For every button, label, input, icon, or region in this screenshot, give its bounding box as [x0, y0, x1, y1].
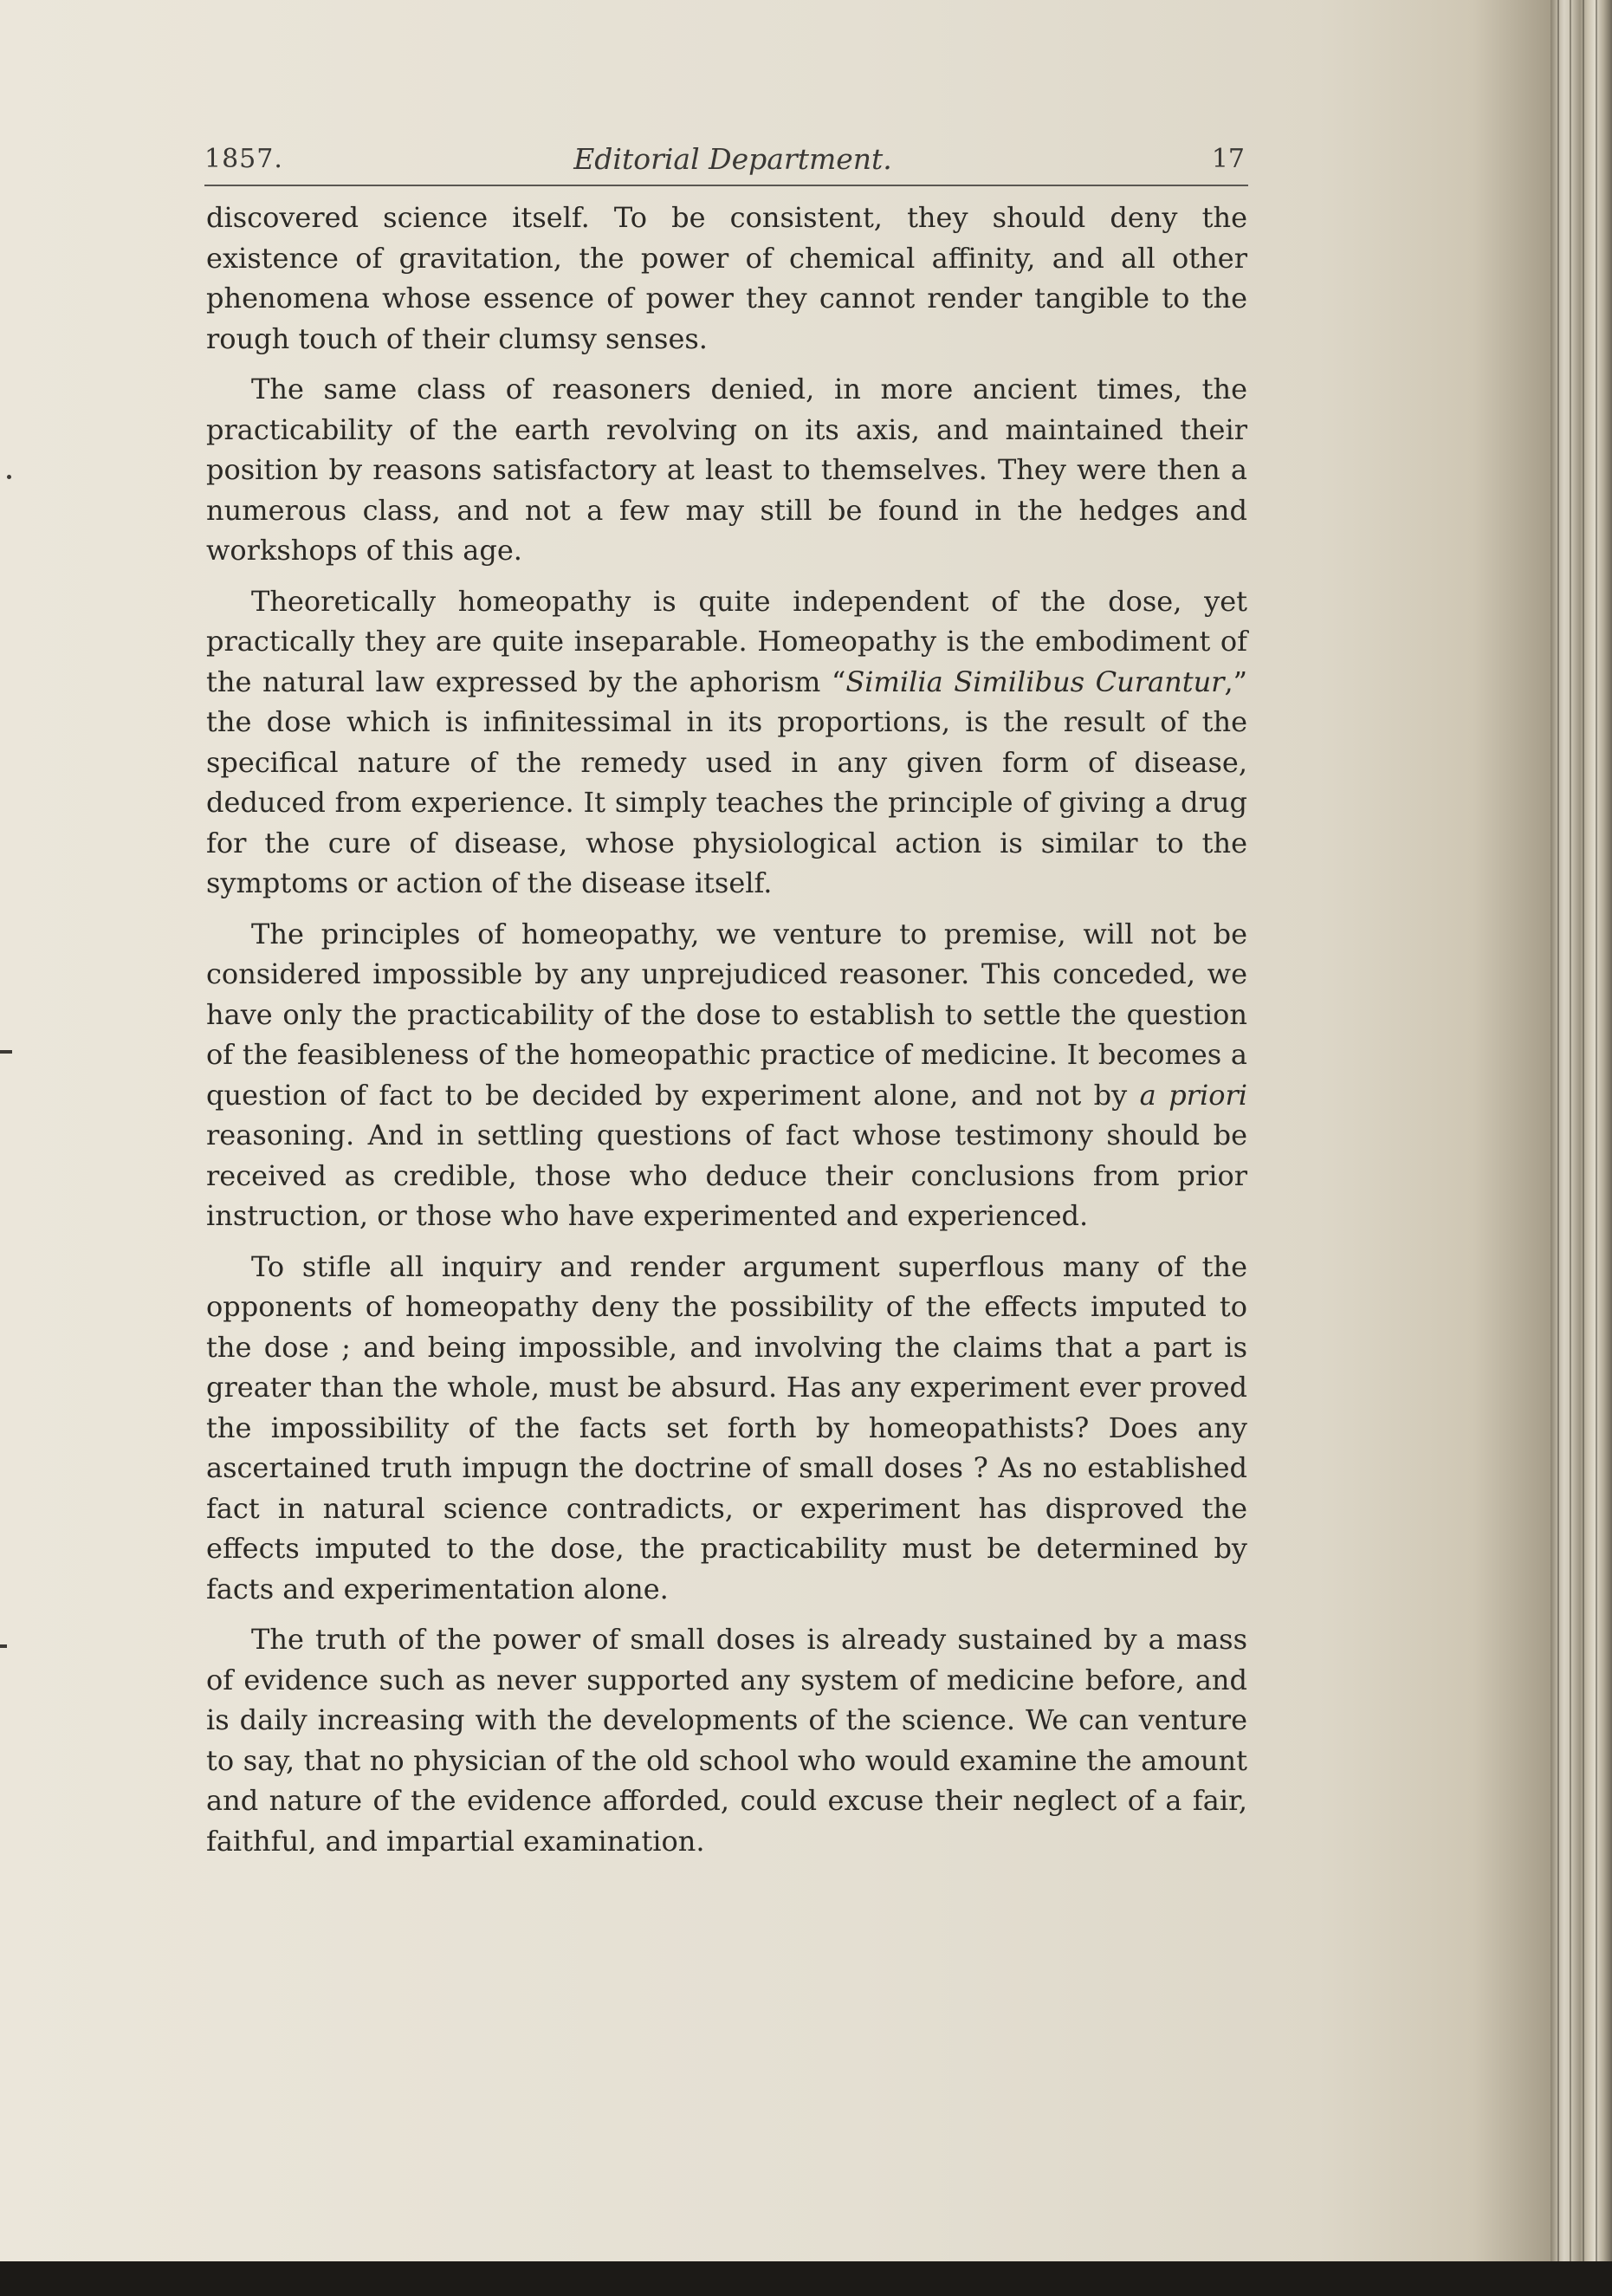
text-run: The principles of homeopathy, we venture to premise, will not be considered impossible by any unprejudiced reasoner. This conceded, we have only the practicability of the dose to establish to settle the question of the feasibleness of the homeopathic practice of medicine. It becomes a question of fact to be decided by experiment alone, and not by [206, 917, 1247, 1112]
paragraph-theoretically [206, 581, 1247, 904]
running-head [204, 139, 1248, 182]
page-edge-line [1557, 0, 1559, 2296]
text-run: reasoning. And in settling questions of fact whose testimony should be received as credible, those who deduce their conclusions from prior instruction, or those who have experimented and experienced. [206, 1119, 1247, 1232]
article-body [206, 198, 1247, 1871]
page-edge-line [1570, 0, 1571, 2296]
paragraph-continuation: discovered science itself. To be consistent, they should deny the existence of gravitation, the power of chemical affinity, and all other phenomena whose essence of power they cannot render tangible to the rough touch of their clumsy senses. [206, 201, 1247, 355]
paragraph-stifle-inquiry: To stifle all inquiry and render argument superflous many of the opponents of homeopathy deny the possibility of the effects imputed to the dose ; and being impossible, and involving the claims that a part is greater than the whole, must be absurd. Has any experiment ever proved the impossibility of the facts set forth by homeopathists? Does any ascertained truth impugn the doctrine of small doses ? As no established fact in natural science contradicts, or experiment has disproved the effects imputed to the dose, the practicability must be determined by facts and experimentation alone. [206, 1249, 1247, 1605]
page-number: 17 [1211, 144, 1245, 174]
paragraph-ancient-times: The same class of reasoners denied, in more ancient times, the practicability of the earth revolving on its axis, and maintained their position by reasons satisfactory at least to themselves. They were then a numerous class, and not a few may still be found in the hedges and workshops of this age. [206, 373, 1247, 567]
margin-dot [7, 475, 11, 479]
running-head-year: 1857. [204, 144, 283, 174]
paragraph-truth-of-power: The truth of the power of small doses is already sustained by a mass of evidence such as never supported any system of medicine before, and is daily increasing with the developments of the science. We can venture to say, that no physician of the old school who would examine the amount and nature of the evidence afforded, could excuse their neglect of a fair, faithful, and impartial examination. [206, 1623, 1247, 1858]
margin-dash [0, 1644, 7, 1648]
page-edge-line [1583, 0, 1584, 2296]
header-rule [204, 185, 1248, 186]
page-edge-stack [1550, 0, 1612, 2296]
scan-bottom-border [0, 2261, 1612, 2296]
text-run: ,” the dose which is infinitessimal in its proportions, is the result of the specifical nature of the remedy used in any given form of disease, deduced from experience. It simply teaches the principle of giving a drug for the cure of disease, whose physiological action is similar to the symptoms or action of the disease itself. [206, 665, 1248, 899]
page-edge-line [1596, 0, 1597, 2296]
running-head-title: Editorial Department. [573, 142, 892, 176]
a-priori-italic: a priori [1139, 1078, 1248, 1112]
text-run: Theoretically homeopathy is quite independent of the dose, yet practically they are quite inseparable. Homeopathy is the embodiment of the natural law expressed by the aphorism “ [206, 584, 1247, 698]
paragraph-principles [206, 914, 1247, 1236]
aphorism-italic: Similia Similibus Curantur [845, 665, 1225, 698]
margin-dash [0, 1050, 12, 1054]
